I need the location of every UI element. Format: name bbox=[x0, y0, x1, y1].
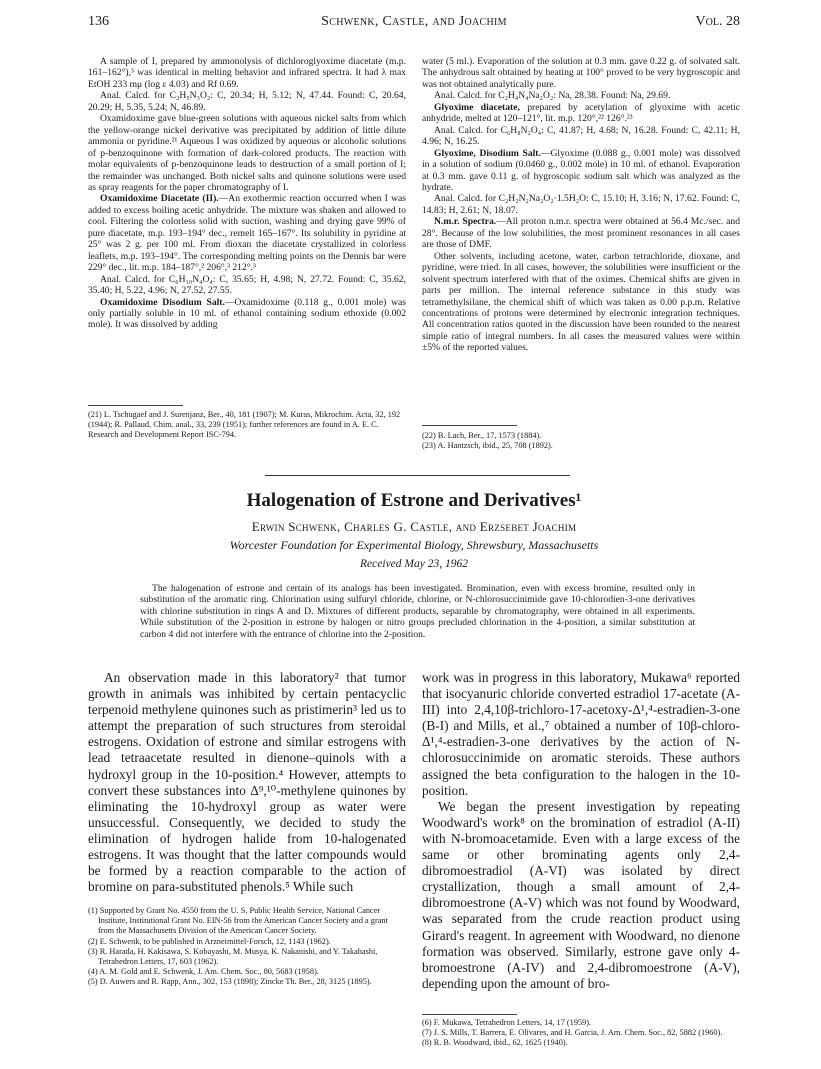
abstract: The halogenation of estrone and certain of its analogs has been investigated. Bromination, even with excess bromine, resulted only in substitution of the aromatic ring. Chlorination using sulfuryl chloride, chlorine, or N-chlorosuccinimide gave 10-chlorodien-3-one derivatives with chlorine substitution in rings A and D. Mixtures of different products, separable by chromatography, were obtained in all experiments. While substitution of the 2-position in estrone by halogen or nitro groups precluded chlorination in the 4-position, a similar substitution at carbon 4 did not interfere with the entrance of chlorine into the 2-position. bbox=[140, 583, 695, 640]
footnote-rule bbox=[422, 1014, 517, 1015]
footnote: (6) F. Mukawa, Tetrahedron Letters, 14, 17 (1959). bbox=[422, 1018, 592, 1027]
paragraph: Other solvents, including acetone, water, carbon tetrachloride, dioxane, and pyridine, were tried. In all cases, however, the solubilities were insufficient or the solvent spectrum interfered with that of the oximes. Chemical shifts are given in parts per million. The internal reference substance in this study was tetramethylsilane, the chemical shift of which was taken as 0.00 p.p.m. Relative concentrations of protons were determined by electronic integration techniques. All concentration ratios quoted in the discussion have been rounded to the nearest simple ratio of integral numbers. In all cases the measured values were within ±5% of the reported values. bbox=[422, 250, 740, 354]
paragraph: Glyoxime, Disodium Salt.—Glyoxime (0.088 g., 0.001 mole) was dissolved in a solution of sodium (0.0460 g., 0.002 mole) in 10 ml. of ethanol. Evaporation at 0.3 mm. gave 0.11 g. of hygroscopic sodium salt which was analyzed as the hydrate. bbox=[422, 147, 740, 193]
article-affiliation: Worcester Foundation for Experimental Biology, Shrewsbury, Massachusetts bbox=[229, 538, 599, 552]
paragraph: work was in progress in this laboratory, Mukawa⁶ reported that isocyanuric chloride converted estradiol 17-acetate (A-III) into 2,4,10β-trichloro-17-acetoxy-Δ¹,⁴-estradien-3-one (B-I) and Mills, et al.,⁷ obtained a number of 10β-chloro-Δ¹,⁴-estradien-3-one derivatives by the action of N-chlorosuccinimide on aromatic steroids. These authors assigned the beta configuration to the halogen in the 10-position. bbox=[422, 670, 740, 798]
footnote: (21) L. Tschugaef and J. Surenjanz, Ber., 40, 181 (1907); M. Kuras, Mikrochim. Acta, 32, 192 (1944); R. Pallaud, Chim. anal., 33, 239 (1951); further references are found in A. E. C. Research and Development Report ISC-794. bbox=[88, 410, 401, 440]
body-right-footnotes bbox=[422, 1018, 740, 1049]
top-left-column bbox=[88, 56, 406, 331]
analysis-paragraph: Anal. Calcd. for C₆H₁₀N₄O₄: C, 35.65; H, 4.98; N, 27.72. Found: C, 35.62, 35.40; H, 5.22, 4.96; N, 27.52, 27.55. bbox=[88, 273, 406, 297]
footnote: (5) D. Auwers and R. Rapp, Ann., 302, 153 (1898); Zincke Th. Ber., 28, 3125 (1895). bbox=[88, 977, 372, 987]
body-right-column bbox=[422, 670, 740, 992]
top-right-footnotes bbox=[422, 431, 740, 451]
footnote: (7) J. S. Mills, T. Barrera, E. Olivares, and H. Garcia, J. Am. Chem. Soc., 82, 5882 (1960). bbox=[422, 1028, 723, 1038]
page-number: 136 bbox=[88, 14, 109, 29]
paragraph: Oxamidoxime Diacetate (II).—An exothermic reaction occurred when I was added to excess boiling acetic anhydride. The mixture was shaken and allowed to cool. Filtering the colorless solid with suction, washing and drying gave 99% of pure diacetate, m.p. 193–194° dec., remelt 165–167°. Its solubility in pyridine at 25° was 2 g. per 100 ml. From dioxan the diacetate crystallized in colorless leaflets, m.p. 193–194°. The corresponding melting points on the Dennis bar were 229° dec., lit. m.p. 184–187°,² 206°,³ 212°.³ bbox=[88, 193, 406, 274]
paragraph: Oxamidoxime Disodium Salt.—Oxamidoxime (0.118 g., 0.001 mole) was only partially soluble in 10 ml. of ethanol containing sodium ethoxide (0.002 mole). It was dissolved by adding bbox=[88, 296, 406, 331]
section-heading: Oxamidoxime Disodium Salt. bbox=[100, 296, 225, 308]
running-title: Schwenk, Castle, and Joachim bbox=[321, 14, 507, 29]
analysis-paragraph: Anal. Calcd. for C₂H₅N₃O₂: C, 20.34; H, 5.12; N, 47.44. Found: C, 20.64, 20.29; H, 5.35, 5.24; N, 46.89. bbox=[88, 90, 406, 113]
body-left-column bbox=[88, 670, 406, 895]
paragraph: We began the present investigation by repeating Woodward's work⁸ on the bromination of estradiol (A-II) with N-bromoacetamide. Even with a large excess of the same or other brominating agents only 2,4-dibromoestradiol (A-VI) was isolated by direct crystallization, though a small amount of 2,4-dibromoestrone (A-V) which was not found by Woodward, was separated from the crude reaction product using Girard's reagent. In agreement with Woodward, no dienone formation was observed. Similarly, estrone gave only 4-bromoestrone (A-IV) and 2,4-dibromoestrone (A-V), depending upon the amount of bro- bbox=[422, 798, 740, 991]
top-right-column bbox=[422, 56, 740, 354]
section-heading: Oxamidoxime Diacetate (II). bbox=[100, 193, 219, 205]
footnote-rule bbox=[88, 405, 183, 406]
article-separator bbox=[265, 475, 570, 476]
section-heading: Glyoxime, Disodium Salt. bbox=[434, 147, 541, 159]
analysis-paragraph: Anal. Calcd. for C₂H₂N₂Na₂O₂·1.5H₂O: C, 15.10; H, 3.16; N, 17.62. Found: C, 14.83; H, 2.61; N, 18.07. bbox=[422, 193, 740, 216]
section-heading: Glyoxime diacetate, bbox=[434, 101, 520, 113]
volume-label: Vol. 28 bbox=[695, 14, 740, 29]
footnote-rule bbox=[422, 425, 517, 426]
analysis-paragraph: Anal. Calcd. for C₆H₈N₂O₄: C, 41.87; H, 4.68; N, 16.28. Found: C, 42.11; H, 4.96; N, 16.25. bbox=[422, 124, 740, 148]
footnote: (2) E. Schwenk, to be published in Arzneimittel-Forsch, 12, 1143 (1962). bbox=[88, 936, 331, 946]
body-left-footnotes bbox=[88, 906, 406, 988]
page-header bbox=[88, 14, 740, 34]
analysis-paragraph: Anal. Calcd. for C₂H₄N₄Na₂O₂: Na, 28.38. Found: Na, 29.69. bbox=[434, 90, 671, 102]
paragraph: Oxamidoxime gave blue-green solutions with aqueous nickel salts from which the yellow-orange nickel derivative was precipitated by addition of little dilute ammonia or pyridine.²¹ Aqueous I was oxidized by aqueous or alcoholic solutions of p-benzoquinone with formation of dark-colored products. The reaction with molar equivalents of p-benzoquinone leads to destruction of a small portion of I; the remainder was unchanged. Both nickel salts and quinone solutions were used as spray reagents for the paper chromatography of I. bbox=[88, 113, 406, 193]
paragraph: Glyoxime diacetate, prepared by acetylation of glyoxime with acetic anhydride, melted at 120–121°, lit. m.p. 120°,²² 126°.²³ bbox=[422, 101, 740, 125]
top-left-footnotes bbox=[88, 410, 406, 440]
footnote: (23) A. Hantzsch, ibid., 25, 708 (1892). bbox=[422, 441, 553, 451]
footnote: (22) B. Lach, Ber., 17, 1573 (1884). bbox=[422, 431, 542, 440]
received-date: Received May 23, 1962 bbox=[360, 558, 468, 570]
paragraph: A sample of I, prepared by ammonolysis of dichloroglyoxime diacetate (m.p. 161–162°),³ was identical in melting behavior and infrared spectra. It had λ max EtOH 233 mμ (log ε 4.03) and Rf 0.69. bbox=[88, 56, 406, 90]
paragraph: water (5 ml.). Evaporation of the solution at 0.3 mm. gave 0.22 g. of solvated salt. The anhydrous salt obtained by heating at 100° proved to be very hygroscopic and was not obtained analytically pure. bbox=[422, 56, 740, 90]
footnote: (8) R. B. Woodward, ibid., 62, 1625 (1940). bbox=[422, 1038, 568, 1048]
footnote: (1) Supported by Grant No. 4550 from the U. S. Public Health Service, National Cancer Institute, Institutional Grant No. EIN-56 from the American Cancer Society and a grant from the Massachusetts Division of the American Cancer Society. bbox=[88, 906, 388, 936]
section-heading: N.m.r. Spectra. bbox=[434, 216, 497, 228]
article-authors: Erwin Schwenk, Charles G. Castle, and Erzsebet Joachim bbox=[251, 519, 577, 534]
footnote: (3) R. Harada, H. Kakisawa, S. Kobayashi, M. Musya, K. Nakanishi, and Y. Takahashi, Tetrahedron Letters, 17, 603 (1962). bbox=[88, 946, 378, 967]
footnote: (4) A. M. Gold and E. Schwenk, J. Am. Chem. Soc., 80, 5683 (1958). bbox=[88, 967, 319, 977]
paragraph: N.m.r. Spectra.—All proton n.m.r. spectra were obtained at 56.4 Mc./sec. and 28°. Because of the low solubilities, the most prominent resonances in all cases are those of DMF. bbox=[422, 216, 740, 251]
article-title: Halogenation of Estrone and Derivatives¹ bbox=[246, 490, 582, 511]
paragraph: An observation made in this laboratory² that tumor growth in animals was inhibited by certain pentacyclic terpenoid methylene quinones such as pristimerin³ led us to attempt the preparation of such structures from steroidal estrogens. Oxidation of estrone and similar estrogens with lead tetraacetate resulted in dienone–quinols with a hydroxyl group in the 10-position.⁴ However, attempts to convert these substances into Δ⁹,¹⁰-methylene quinones by eliminating the 10-hydroxyl group as water were unsuccessful. Consequently, we decided to study the elimination of hydrogen halide from 10-halogenated estrogens. It was thought that the latter compounds would be formed by a reaction comparable to the action of bromine on para-substituted phenols.⁵ While such bbox=[88, 670, 406, 895]
